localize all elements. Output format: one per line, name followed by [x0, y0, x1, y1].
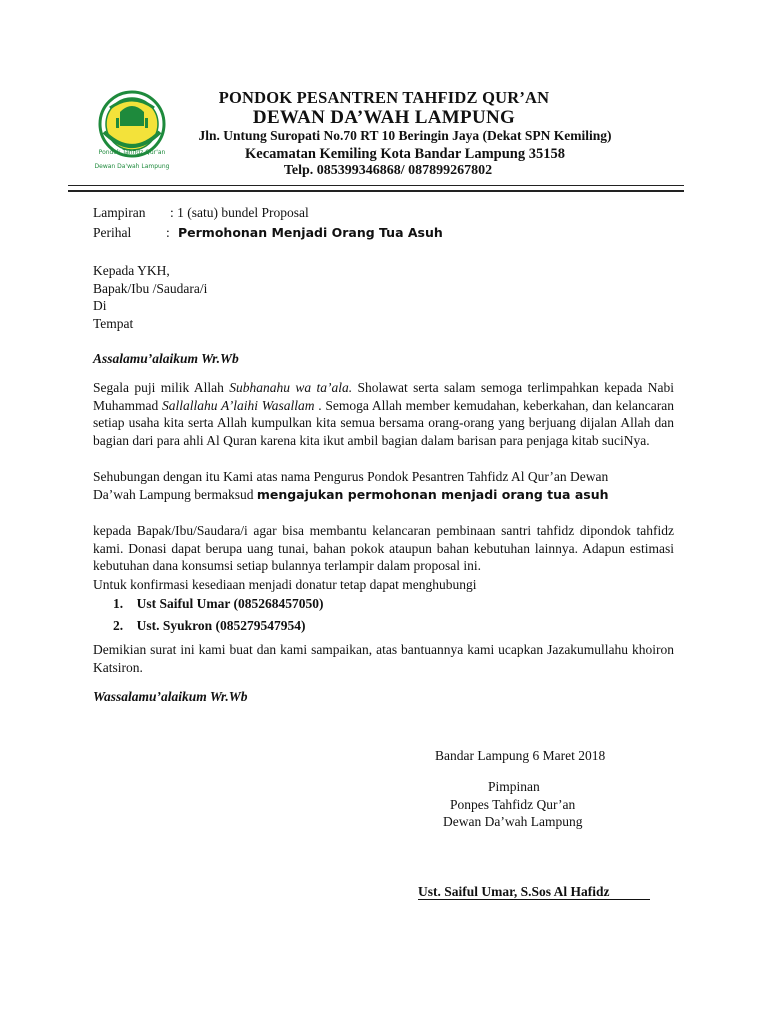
place-date: Bandar Lampung 6 Maret 2018 [435, 748, 606, 763]
header-rule-thick [68, 190, 684, 192]
subject-label: Perihal [93, 225, 132, 240]
closing-paragraph: Demikian surat ini kami buat dan kami sampaikan, atas bantuannya kami ucapkan Jazakumullahu khoiron Katsiron. [93, 642, 674, 675]
recipient-line3: Di [93, 298, 107, 313]
letterhead-district: Kecamatan Kemiling Kota Bandar Lampung 35158 [245, 146, 565, 162]
letterhead-line1: PONDOK PESANTREN TAHFIDZ QUR’AN [218, 88, 550, 107]
body-paragraph-1: Segala puji milik Allah Subhanahu wa ta’ala. Sholawat serta salam semoga terlimpahkan kepada Nabi Muhammad Sallallahu A’laihi Wasallam . Semoga Allah member kemudahan, keberkahan, dan kelancaran setiap usaha kita serta Allah kumpulkan kita semua bersama orang-orang yang berjuang dijalan Allah dan bagian dari para ahli Al Quran karena kita ikut ambil bagian dalam barisan para penjaga kitab suciNya. [93, 380, 674, 448]
contact-item-2: 2. Ust. Syukron (085279547954) [113, 618, 306, 633]
contact-item-1: 1. Ust Saiful Umar (085268457050) [113, 596, 324, 611]
attachment-label: Lampiran [93, 205, 146, 220]
body-paragraph-2-line2: Da’wah Lampung bermaksud mengajukan permohonan menjadi orang tua asuh [93, 487, 609, 502]
recipient-line4: Tempat [93, 316, 134, 331]
subject-value: Permohonan Menjadi Orang Tua Asuh [178, 225, 443, 240]
subject-separator: : [166, 225, 170, 240]
signature-org1: Ponpes Tahfidz Qur’an [450, 797, 576, 812]
body-paragraph-3: kepada Bapak/Ibu/Saudara/i agar bisa membantu kelancaran pembinaan santri tahfidz dipondok tahfidz kami. Donasi dapat berupa uang tunai, bahan pokok ataupun bahan kebutuhan lainnya. Adapun estimasi kebutuhan dana konsumsi setiap bulannya terlampir dalam proposal ini. [93, 523, 674, 573]
recipient-line1: Kepada YKH, [93, 263, 170, 278]
farewell: Wassalamu’alaikum Wr.Wb [93, 689, 248, 704]
signature-name: Ust. Saiful Umar, S.Sos Al Hafidz [418, 884, 650, 900]
recipient-line2: Bapak/Ibu /Saudara/i [93, 281, 208, 296]
greeting: Assalamu’alaikum Wr.Wb [93, 351, 239, 366]
logo-text-bottom: Dewan Da'wah Lampung [94, 163, 170, 170]
signature-role: Pimpinan [488, 779, 540, 794]
letterhead-phone: Telp. 085399346868/ 087899267802 [283, 163, 493, 178]
letterhead-address: Jln. Untung Suropati No.70 RT 10 Beringin Jaya (Dekat SPN Kemiling) [198, 128, 612, 143]
attachment-value: : 1 (satu) bundel Proposal [170, 205, 309, 220]
signature-org2: Dewan Da’wah Lampung [443, 814, 583, 829]
body-paragraph-4: Untuk konfirmasi kesediaan menjadi donatur tetap dapat menghubungi [93, 577, 477, 592]
letterhead-line2: DEWAN DA’WAH LAMPUNG [252, 107, 516, 128]
body-paragraph-2-line1: Sehubungan dengan itu Kami atas nama Pengurus Pondok Pesantren Tahfidz Al Qur’an Dewan [93, 469, 609, 484]
header-rule-thin [68, 185, 684, 186]
logo-text-top: Pondok Tahfidz Qur'an [98, 149, 166, 156]
